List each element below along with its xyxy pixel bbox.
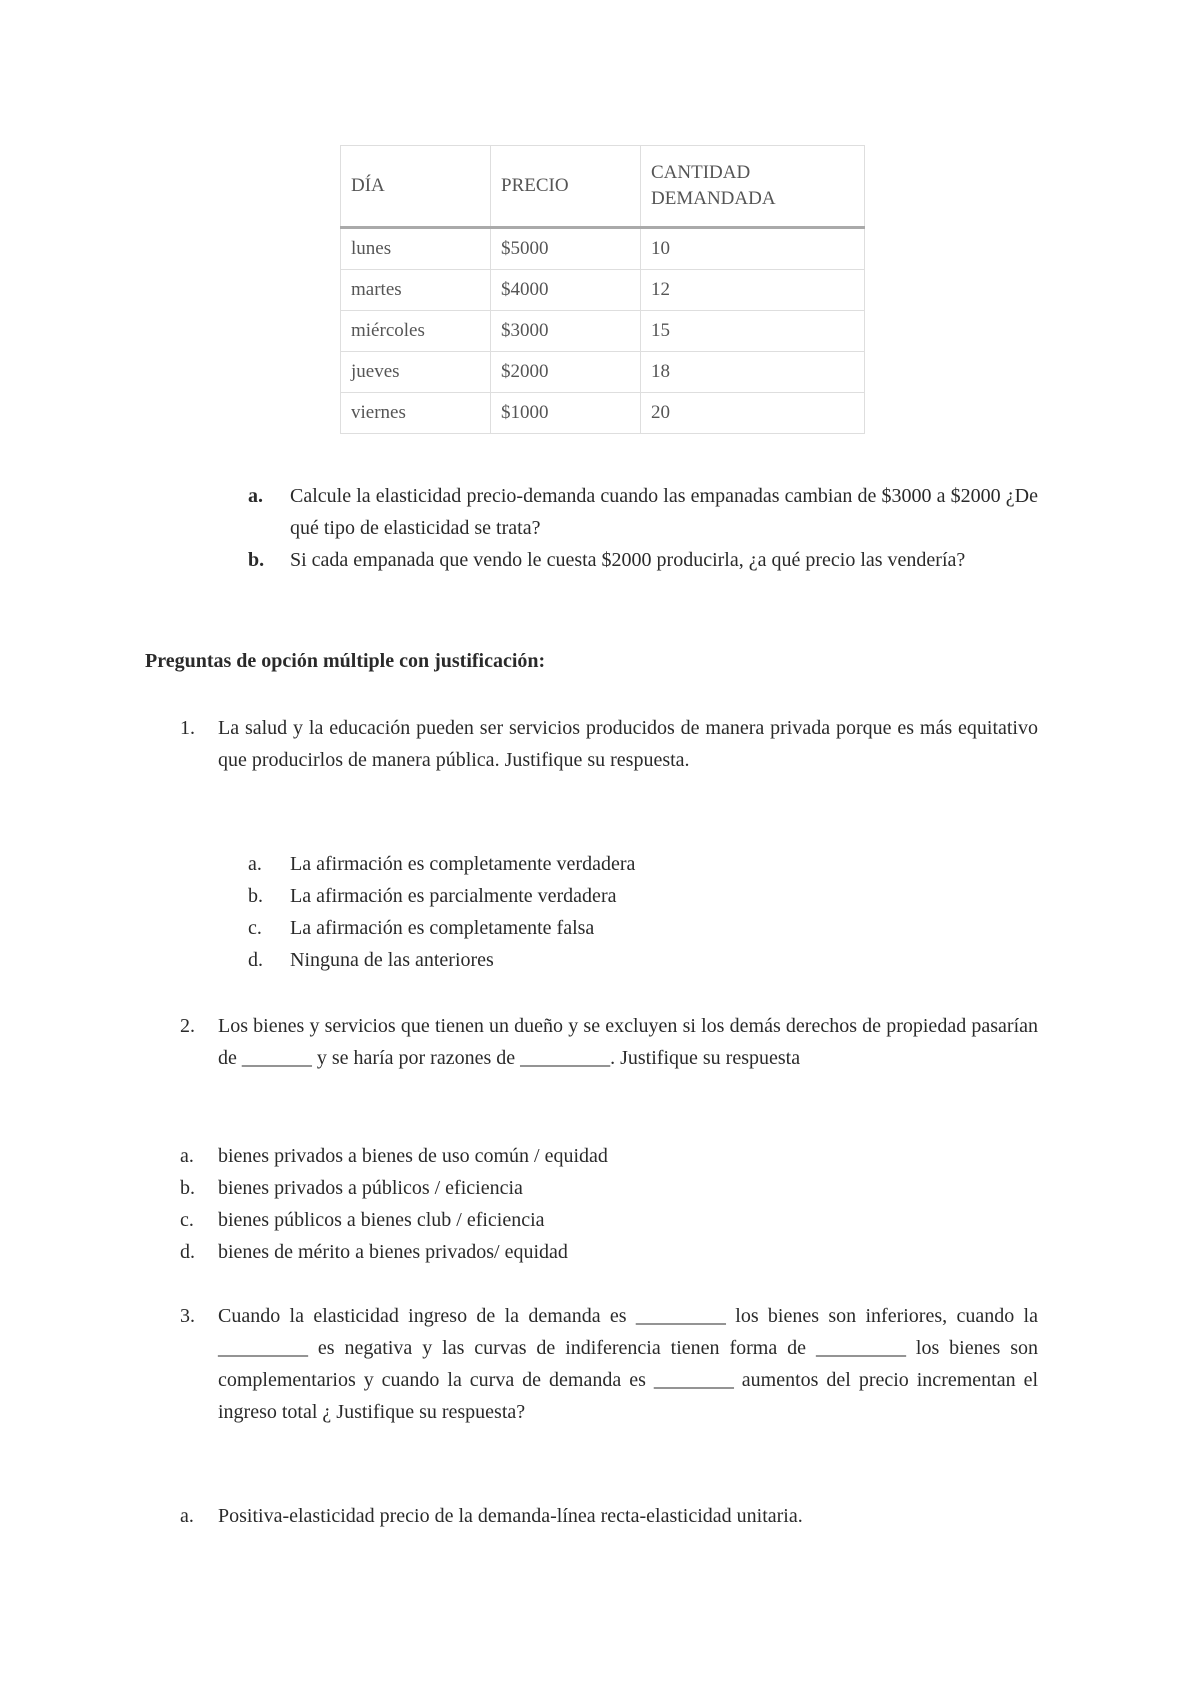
option-text: La afirmación es completamente verdadera [290, 853, 636, 875]
option-marker: d. [248, 949, 263, 971]
table-cell-price: $5000 [491, 228, 641, 270]
table-cell-price: $3000 [491, 311, 641, 352]
option-marker: c. [180, 1209, 194, 1231]
table-header-price: PRECIO [491, 146, 641, 228]
table-row [341, 311, 865, 352]
option-marker: b. [248, 885, 263, 907]
table-cell-quantity: 15 [641, 311, 865, 352]
table-row [341, 352, 865, 393]
table-header-day: DÍA [341, 146, 491, 228]
question-1-options [248, 848, 1038, 976]
question-1 [180, 712, 1038, 776]
exercise-item-text: Si cada empanada que vendo le cuesta $2000 producirla, ¿a qué precio las vendería? [290, 549, 966, 571]
question-3 [180, 1300, 1038, 1428]
question-number: 2. [180, 1015, 195, 1037]
table-cell-quantity: 20 [641, 393, 865, 434]
table-row [341, 270, 865, 311]
option-item [248, 880, 1038, 912]
option-item [248, 848, 1038, 880]
question-3-options [180, 1500, 1038, 1532]
table-cell-day: lunes [341, 228, 491, 270]
option-marker: b. [180, 1177, 195, 1199]
option-marker: a. [248, 853, 262, 875]
table-row [341, 228, 865, 270]
option-text: La afirmación es completamente falsa [290, 917, 595, 939]
question-2 [180, 1010, 1038, 1074]
option-item [180, 1140, 1038, 1172]
exercise-item-marker: b. [248, 549, 265, 571]
exercise-item-marker: a. [248, 485, 263, 507]
option-text: bienes privados a públicos / eficiencia [218, 1177, 523, 1199]
option-marker: d. [180, 1241, 195, 1263]
table-row [341, 393, 865, 434]
table-cell-price: $2000 [491, 352, 641, 393]
option-item [180, 1204, 1038, 1236]
table-cell-day: miércoles [341, 311, 491, 352]
option-text: La afirmación es parcialmente verdadera [290, 885, 617, 907]
option-marker: c. [248, 917, 262, 939]
question-number: 1. [180, 717, 195, 739]
table-cell-day: jueves [341, 352, 491, 393]
option-text: Positiva-elasticidad precio de la demanda-línea recta-elasticidad unitaria. [218, 1505, 803, 1527]
table-cell-quantity: 10 [641, 228, 865, 270]
option-item [180, 1500, 1038, 1532]
exercise-item-text: Calcule la elasticidad precio-demanda cuando las empanadas cambian de $3000 a $2000 ¿De qué tipo de elasticidad se trata? [290, 485, 1038, 539]
table-cell-quantity: 18 [641, 352, 865, 393]
exercise-item [248, 480, 1038, 544]
option-marker: a. [180, 1505, 194, 1527]
option-item [180, 1236, 1038, 1268]
table-cell-price: $1000 [491, 393, 641, 434]
option-item [248, 944, 1038, 976]
question-number: 3. [180, 1305, 195, 1327]
option-item [180, 1172, 1038, 1204]
table-cell-quantity: 12 [641, 270, 865, 311]
option-item [248, 912, 1038, 944]
option-text: bienes privados a bienes de uso común / equidad [218, 1145, 608, 1167]
table-header-quantity: CANTIDAD DEMANDADA [641, 146, 865, 228]
table-cell-day: martes [341, 270, 491, 311]
option-text: bienes públicos a bienes club / eficiencia [218, 1209, 545, 1231]
option-text: bienes de mérito a bienes privados/ equidad [218, 1241, 568, 1263]
table-header-row [341, 146, 865, 228]
table-cell-day: viernes [341, 393, 491, 434]
question-2-options [180, 1140, 1038, 1268]
option-marker: a. [180, 1145, 194, 1167]
exercise-item [248, 544, 1038, 576]
price-quantity-table [340, 145, 865, 434]
question-text: Cuando la elasticidad ingreso de la demanda es _________ los bienes son inferiores, cuando la _________ es negativa y las curvas de indiferencia tienen forma de _________ los bienes son complementarios y cuando la curva de demanda es ________ aumentos del precio incrementan el ingreso total ¿ Justifique su respuesta? [218, 1305, 1038, 1423]
section-heading: Preguntas de opción múltiple con justificación: [145, 650, 546, 672]
question-text: La salud y la educación pueden ser servicios producidos de manera privada porque es más equitativo que producirlos de manera pública. Justifique su respuesta. [218, 717, 1038, 771]
table-cell-price: $4000 [491, 270, 641, 311]
option-text: Ninguna de las anteriores [290, 949, 494, 971]
question-text: Los bienes y servicios que tienen un dueño y se excluyen si los demás derechos de propiedad pasarían de _______ y se haría por razones de _________. Justifique su respuesta [218, 1015, 1038, 1069]
